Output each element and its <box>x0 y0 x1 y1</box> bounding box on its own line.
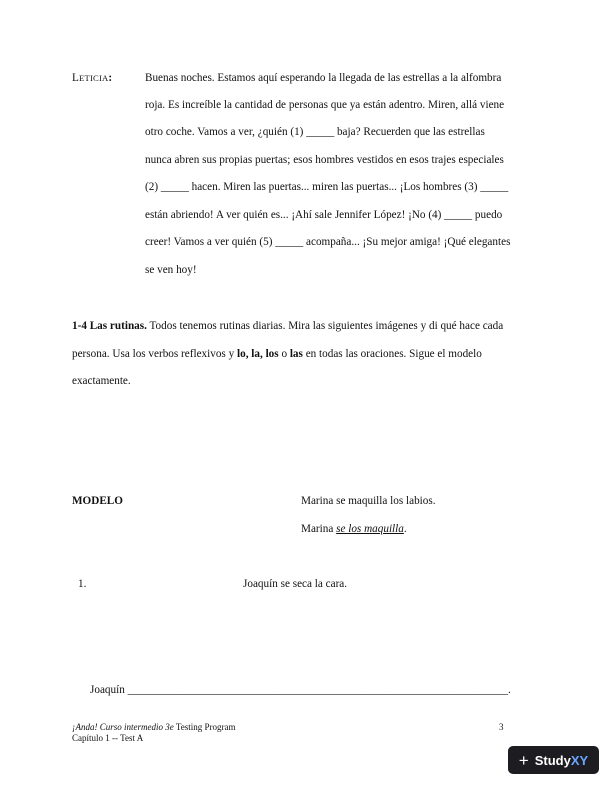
answer-line[interactable]: Joaquín ____________________________________________________________________. <box>90 684 511 696</box>
item-number: 1. <box>78 578 87 590</box>
item-prompt: Joaquín se seca la cara. <box>243 578 348 590</box>
instructions-line-2: persona. Usa los verbos reflexivos y lo, la, los o las en todas las oraciones. Sigue el modelo <box>72 348 482 360</box>
plus-icon: + <box>518 750 529 770</box>
dialogue-line: nunca abren sus propias puertas; esos hombres vestidos en esos trajes especiales <box>145 154 504 166</box>
answer-blank[interactable]: ____________________________________________________________________ <box>127 684 508 696</box>
footer-chapter: Capítulo 1 -- Test A <box>72 733 144 743</box>
model-label: MODELO <box>72 495 123 507</box>
instructions-line-1: 1-4 Las rutinas. Todos tenemos rutinas diarias. Mira las siguientes imágenes y di qué hace cada <box>72 320 504 332</box>
section-heading: 1-4 Las rutinas. <box>72 320 147 332</box>
dialogue-line: creer! Vamos a ver quién (5) _____ acompaña... ¡Su mejor amiga! ¡Qué elegantes <box>145 236 511 248</box>
speaker-name: LETICIA: <box>72 72 113 84</box>
dialogue-line: (2) _____ hacen. Miren las puertas... miren las puertas... ¡Los hombres (3) _____ <box>145 181 509 193</box>
model-sentence: Marina se maquilla los labios. <box>301 495 436 507</box>
footer-book: ¡Anda! Curso intermedio 3e Testing Program <box>72 722 236 732</box>
page-number: 3 <box>499 722 504 732</box>
instructions-line-3: exactamente. <box>72 375 131 387</box>
dialogue-line: otro coche. Vamos a ver, ¿quién (1) _____ baja? Recuerden que las estrellas <box>145 126 485 138</box>
dialogue-line: están abriendo! A ver quién es... ¡Ahí sale Jennifer López! ¡No (4) _____ puedo <box>145 209 503 221</box>
dialogue-line: roja. Es increíble la cantidad de personas que ya están adentro. Miren, allá viene <box>145 99 505 111</box>
dialogue-line: se ven hoy! <box>145 264 197 276</box>
dialogue-line: Buenas noches. Estamos aquí esperando la llegada de las estrellas a la alfombra <box>145 72 502 84</box>
studyxy-badge[interactable]: + Study XY <box>508 746 599 774</box>
model-answer: Marina se los maquilla. <box>301 523 407 535</box>
